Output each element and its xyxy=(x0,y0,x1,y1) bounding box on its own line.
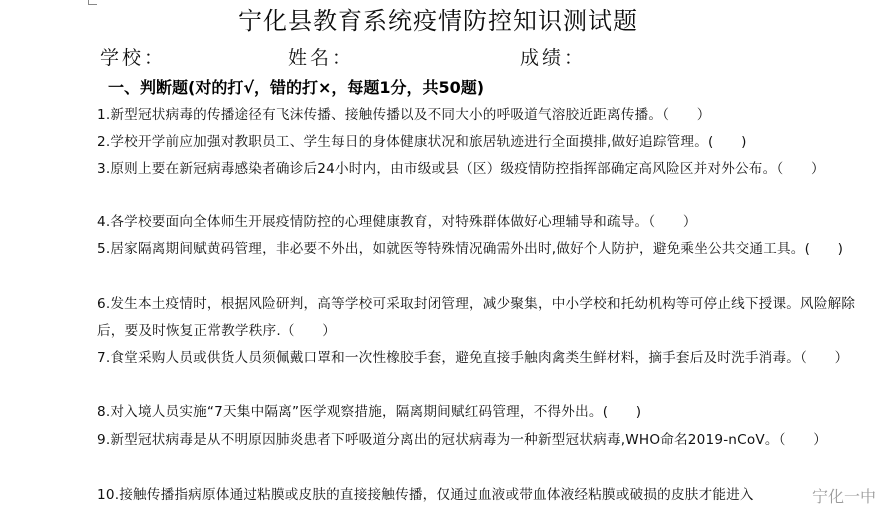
question-item: 1.新型冠状病毒的传播途径有飞沫传播、接触传播以及不同大小的呼吸道气溶胶近距离传播。（ ） xyxy=(97,107,711,123)
question-item: 4.各学校要面向全体师生开展疫情防控的心理健康教育，对特殊群体做好心理辅导和疏导。（ ） xyxy=(97,214,697,230)
name-label: 姓名： xyxy=(288,47,355,69)
question-item: 6.发生本土疫情时，根据风险研判，高等学校可采取封闭管理，减少聚集，中小学校和托幼机构等可停止线下授课。风险解除后，要及时恢复正常教学秩序.（ ） xyxy=(97,296,856,339)
score-label: 成绩： xyxy=(520,47,587,69)
question-item: 7.食堂采购人员或供货人员须佩戴口罩和一次性橡胶手套，避免直接手触肉禽类生鲜材料，摘手套后及时洗手消毒。（ ） xyxy=(97,350,849,366)
section-heading: 一、判断题(对的打√，错的打×，每题1分，共50题) xyxy=(108,78,485,97)
question-item: 5.居家隔离期间赋黄码管理，非必要不外出，如就医等特殊情况确需外出时,做好个人防护，避免乘坐公共交通工具。( ) xyxy=(97,241,844,257)
question-item: 9.新型冠状病毒是从不明原因肺炎患者下呼吸道分离出的冠状病毒为一种新型冠状病毒,WHO命名2019-nCoV。（ ） xyxy=(97,432,827,448)
question-item: 2.学校开学前应加强对教职员工、学生每日的身体健康状况和旅居轨迹进行全面摸排,做好追踪管理。( ) xyxy=(97,134,747,150)
question-item: 8.对入境人员实施“7天集中隔离”医学观察措施，隔离期间赋红码管理，不得外出。( ) xyxy=(97,404,642,420)
watermark-text: 宁化一中 xyxy=(808,486,876,508)
school-label: 学校： xyxy=(100,47,167,69)
question-item: 3.原则上要在新冠病毒感染者确诊后24小时内，由市级或县（区）级疫情防控指挥部确定高风险区并对外公布。（ ） xyxy=(97,161,825,177)
question-item: 10.接触传播指病原体通过粘膜或皮肤的直接接触传播，仅通过血液或带血体液经粘膜或破损的皮肤才能进入 xyxy=(97,487,754,503)
document-title: 宁化县教育系统疫情防控知识测试题 xyxy=(238,7,638,35)
